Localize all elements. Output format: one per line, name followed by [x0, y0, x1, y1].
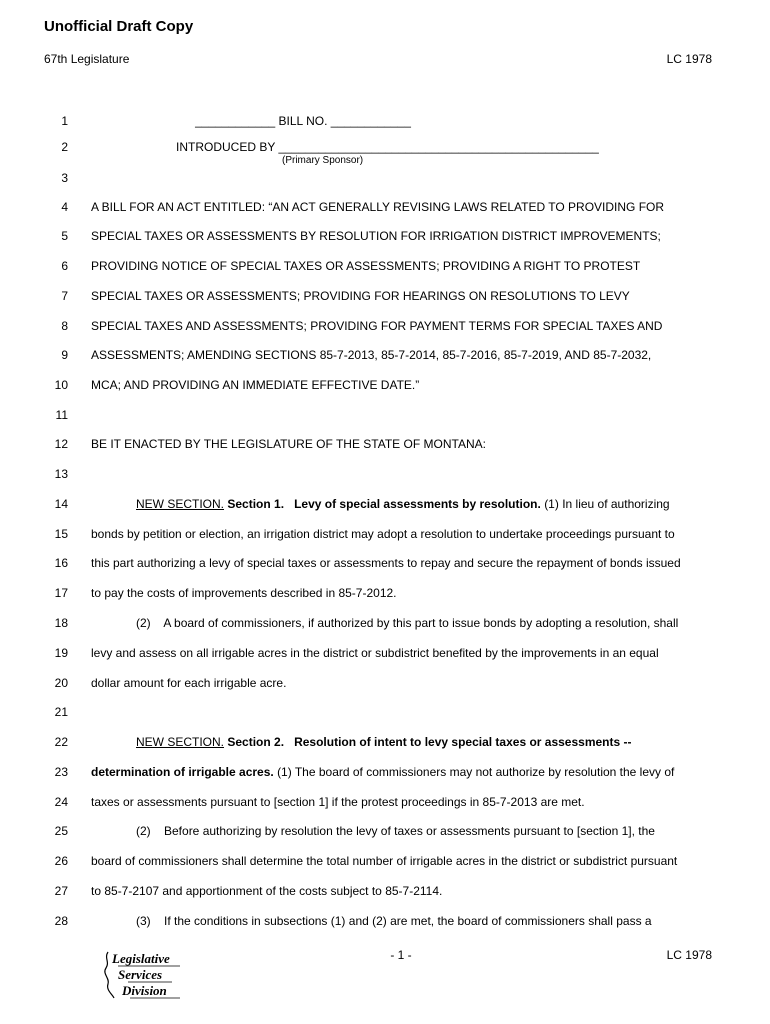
line-1: [0, 114, 770, 130]
line-number: 19: [54, 646, 68, 660]
line-28: [0, 914, 770, 930]
line-number: 10: [54, 378, 68, 392]
line-9: [0, 348, 770, 364]
new-section-label: NEW SECTION.: [136, 497, 225, 511]
line-number: 15: [54, 527, 68, 541]
section-title-continued: determination of irrigable acres.: [91, 765, 274, 779]
bill-number-line: ____________ BILL NO. ____________: [195, 114, 411, 128]
line-number: 28: [54, 914, 68, 928]
footer-lc-number: LC 1978: [666, 948, 712, 962]
section-1-heading: [136, 497, 670, 511]
line-number: 27: [54, 884, 68, 898]
line-number: 3: [61, 171, 68, 185]
new-section-label: NEW SECTION.: [136, 735, 225, 749]
line-number: 20: [54, 676, 68, 690]
line-7: [0, 289, 770, 305]
line-6: [0, 259, 770, 275]
line-8: [0, 319, 770, 335]
line-number: 12: [54, 437, 68, 451]
lc-number: LC 1978: [666, 52, 712, 66]
introduced-by-line: INTRODUCED BY ________________________________________________: [176, 140, 599, 154]
line-text: PROVIDING NOTICE OF SPECIAL TAXES OR ASSESSMENTS; PROVIDING A RIGHT TO PROTEST: [91, 259, 641, 273]
line-number: 18: [54, 616, 68, 630]
line-3: [0, 171, 770, 187]
line-text: this part authorizing a levy of special taxes or assessments to repay and secure the repayment of bonds issued: [91, 556, 681, 570]
line-number: 5: [61, 229, 68, 243]
line-text: (1) The board of commissioners may not authorize by resolution the levy of: [277, 765, 675, 779]
logo-word-2: Services: [118, 967, 163, 982]
line-text: ASSESSMENTS; AMENDING SECTIONS 85-7-2013, 85-7-2014, 85-7-2016, 85-7-2019, AND 85-7-2032,: [91, 348, 652, 362]
line-number: 26: [54, 854, 68, 868]
line-15: [0, 527, 770, 543]
line-number: 8: [61, 319, 68, 333]
line-number: 25: [54, 824, 68, 838]
line-text: (3) If the conditions in subsections (1) and (2) are met, the board of commissioners shall pass a: [136, 914, 652, 928]
line-12: [0, 437, 770, 453]
line-number: 17: [54, 586, 68, 600]
line-text: A BILL FOR AN ACT ENTITLED: “AN ACT GENERALLY REVISING LAWS RELATED TO PROVIDING FOR: [91, 200, 665, 214]
line-number: 4: [61, 200, 68, 214]
line-number: 9: [61, 348, 68, 362]
line-number: 21: [54, 705, 68, 719]
line-2: [0, 140, 770, 156]
section-2-heading: [136, 735, 632, 749]
legislature-label: 67th Legislature: [44, 52, 130, 66]
line-number: 14: [54, 497, 68, 511]
line-text: bonds by petition or election, an irrigation district may adopt a resolution to undertake proceedings pursuant to: [91, 527, 675, 541]
line-number: 1: [61, 114, 68, 128]
page-number: - 1 -: [390, 948, 412, 962]
line-20: [0, 676, 770, 692]
line-13: [0, 467, 770, 483]
line-24: [0, 795, 770, 811]
line-text: levy and assess on all irrigable acres in the district or subdistrict benefited by the improvements in an equal: [91, 646, 659, 660]
line-number: 23: [54, 765, 68, 779]
line-21: [0, 705, 770, 721]
line-text: (2) Before authorizing by resolution the levy of taxes or assessments pursuant to [section 1], the: [136, 824, 655, 838]
enacting-clause: BE IT ENACTED BY THE LEGISLATURE OF THE STATE OF MONTANA:: [91, 437, 486, 451]
line-number: 2: [61, 140, 68, 154]
logo-word-1: Legislative: [112, 951, 170, 966]
line-26: [0, 854, 770, 870]
line-number: 16: [54, 556, 68, 570]
line-text: taxes or assessments pursuant to [section 1] if the protest proceedings in 85-7-2013 are met.: [91, 795, 585, 809]
line-11: [0, 408, 770, 424]
line-text: to 85-7-2107 and apportionment of the costs subject to 85-7-2114.: [91, 884, 443, 898]
line-22: [0, 735, 770, 751]
section-title: Levy of special assessments by resolution.: [294, 497, 541, 511]
line-text: (2) A board of commissioners, if authorized by this part to issue bonds by adopting a resolution, shall: [136, 616, 679, 630]
line-19: [0, 646, 770, 662]
line-text-mixed: [91, 765, 674, 779]
line-27: [0, 884, 770, 900]
line-text: MCA; AND PROVIDING AN IMMEDIATE EFFECTIVE DATE.”: [91, 378, 420, 392]
line-number: 6: [61, 259, 68, 273]
line-number: 7: [61, 289, 68, 303]
line-16: [0, 556, 770, 572]
section-number: Section 2.: [227, 735, 285, 749]
line-text: dollar amount for each irrigable acre.: [91, 676, 287, 690]
line-number: 11: [55, 408, 68, 422]
line-text: SPECIAL TAXES OR ASSESSMENTS; PROVIDING FOR HEARINGS ON RESOLUTIONS TO LEVY: [91, 289, 630, 303]
line-14: [0, 497, 770, 513]
draft-title: Unofficial Draft Copy: [44, 18, 194, 35]
line-10: [0, 378, 770, 394]
line-5: [0, 229, 770, 245]
line-text: SPECIAL TAXES AND ASSESSMENTS; PROVIDING FOR PAYMENT TERMS FOR SPECIAL TAXES AND: [91, 319, 663, 333]
primary-sponsor-label: (Primary Sponsor): [282, 155, 364, 166]
section-title: Resolution of intent to levy special taxes or assessments --: [294, 735, 632, 749]
section-number: Section 1.: [227, 497, 285, 511]
line-number: 24: [54, 795, 68, 809]
line-4: [0, 200, 770, 216]
line-17: [0, 586, 770, 602]
line-18: [0, 616, 770, 632]
line-25: [0, 824, 770, 840]
line-text: to pay the costs of improvements described in 85-7-2012.: [91, 586, 397, 600]
line-number: 22: [54, 735, 68, 749]
line-text: SPECIAL TAXES OR ASSESSMENTS BY RESOLUTION FOR IRRIGATION DISTRICT IMPROVEMENTS;: [91, 229, 661, 243]
line-number: 13: [54, 467, 68, 481]
logo-word-3: Division: [122, 983, 167, 998]
line-23: [0, 765, 770, 781]
line-text: board of commissioners shall determine the total number of irrigable acres in the district or subdistrict pursuant: [91, 854, 678, 868]
line-text: (1) In lieu of authorizing: [544, 497, 670, 511]
